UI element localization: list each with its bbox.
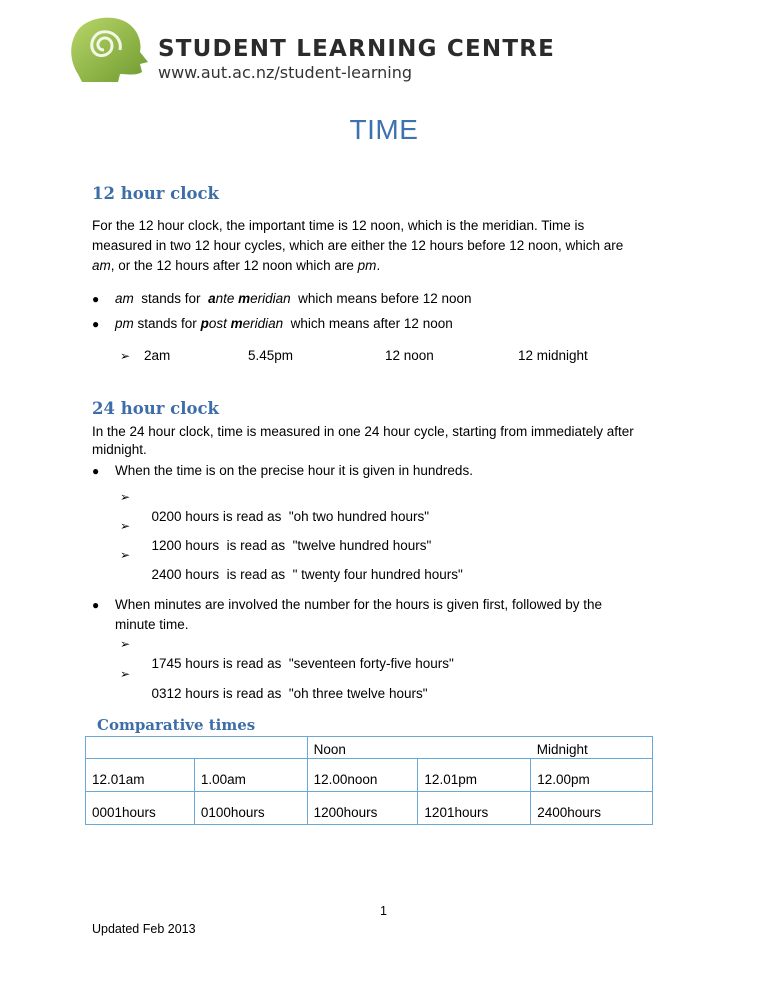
example-time: 12 noon — [385, 348, 434, 363]
hour-example: ➢ 0200 hours is read as "oh two hundred hours" — [120, 487, 429, 527]
heading-comparative-times: Comparative times — [97, 716, 256, 734]
table-cell: 0001hours — [86, 792, 195, 825]
table-row — [86, 759, 653, 792]
table-cell: 12.01pm — [418, 759, 531, 792]
arrow-bullet-icon: ➢ — [120, 519, 131, 533]
minute-example: ➢ 1745 hours is read as "seventeen forty-five hours" — [120, 634, 454, 674]
hour-example: ➢ 1200 hours is read as "twelve hundred hours" — [120, 516, 431, 556]
table-header-row — [86, 737, 653, 759]
arrow-bullet-icon: ➢ — [120, 490, 131, 504]
arrow-bullet-icon: ➢ — [120, 667, 131, 681]
table-cell: 0100hours — [194, 792, 307, 825]
bullet-am: ● am stands for ante meridian which means before 12 noon — [92, 289, 472, 309]
am-text: am — [92, 258, 111, 273]
bullet-precise-hour: ● When the time is on the precise hour it is given in hundreds. — [92, 461, 473, 481]
para-12-line-3 — [92, 256, 380, 276]
table-cell: Midnight — [531, 737, 653, 759]
bullet-dot-icon: ● — [92, 292, 100, 306]
brand-url: www.aut.ac.nz/student-learning — [158, 63, 413, 82]
updated-date: Updated Feb 2013 — [92, 922, 196, 936]
para-12-line-1: For the 12 hour clock, the important time is 12 noon, which is the meridian. Time is — [92, 218, 585, 233]
intro-24-line-1: In the 24 hour clock, time is measured in one 24 hour cycle, starting from immediately after — [92, 424, 634, 439]
comparative-times-table — [85, 736, 653, 825]
time-examples-row — [120, 346, 680, 366]
page-number: 1 — [380, 904, 387, 918]
arrow-bullet-icon: ➢ — [120, 548, 131, 562]
hour-example: ➢ 2400 hours is read as " twenty four hundred hours" — [120, 545, 463, 585]
table-cell: 12.01am — [86, 759, 195, 792]
example-time: 12 midnight — [518, 348, 588, 363]
bullet-dot-icon: ● — [92, 464, 100, 478]
table-cell: 1200hours — [307, 792, 418, 825]
table-row — [86, 792, 653, 825]
intro-24-line-2: midnight. — [92, 442, 147, 457]
para-12-end: . — [376, 258, 381, 273]
table-cell: 1.00am — [194, 759, 307, 792]
heading-12-hour-clock: 12 hour clock — [92, 184, 219, 203]
table-cell: 1201hours — [418, 792, 531, 825]
pm-text: pm — [357, 258, 377, 273]
arrow-bullet-icon: ➢ — [120, 637, 131, 651]
head-spiral-logo — [64, 12, 158, 82]
example-time: 2am — [144, 348, 171, 363]
bullet-dot-icon: ● — [92, 598, 100, 612]
table-cell: 12.00pm — [531, 759, 653, 792]
bullet-pm: ● pm stands for post meridian which means after 12 noon — [92, 314, 453, 334]
para-12-line-2: measured in two 12 hour cycles, which are either the 12 hours before 12 noon, which are — [92, 238, 624, 253]
bullet-dot-icon: ● — [92, 317, 100, 331]
table-cell — [86, 737, 308, 759]
table-cell: 12.00noon — [307, 759, 418, 792]
arrow-bullet-icon: ➢ — [120, 349, 131, 363]
heading-24-hour-clock: 24 hour clock — [92, 399, 219, 418]
minute-example: ➢ 0312 hours is read as "oh three twelve hours" — [120, 664, 428, 704]
bullet-minutes: ● When minutes are involved the number for the hours is given first, followed by the minute time. — [92, 597, 602, 632]
page-title: TIME — [349, 114, 419, 145]
example-time: 5.45pm — [248, 348, 294, 363]
table-cell: 2400hours — [531, 792, 653, 825]
table-cell: Noon — [307, 737, 531, 759]
brand-title: STUDENT LEARNING CENTRE — [158, 36, 556, 62]
para-12-mid: , or the 12 hours after 12 noon which are — [110, 258, 358, 273]
